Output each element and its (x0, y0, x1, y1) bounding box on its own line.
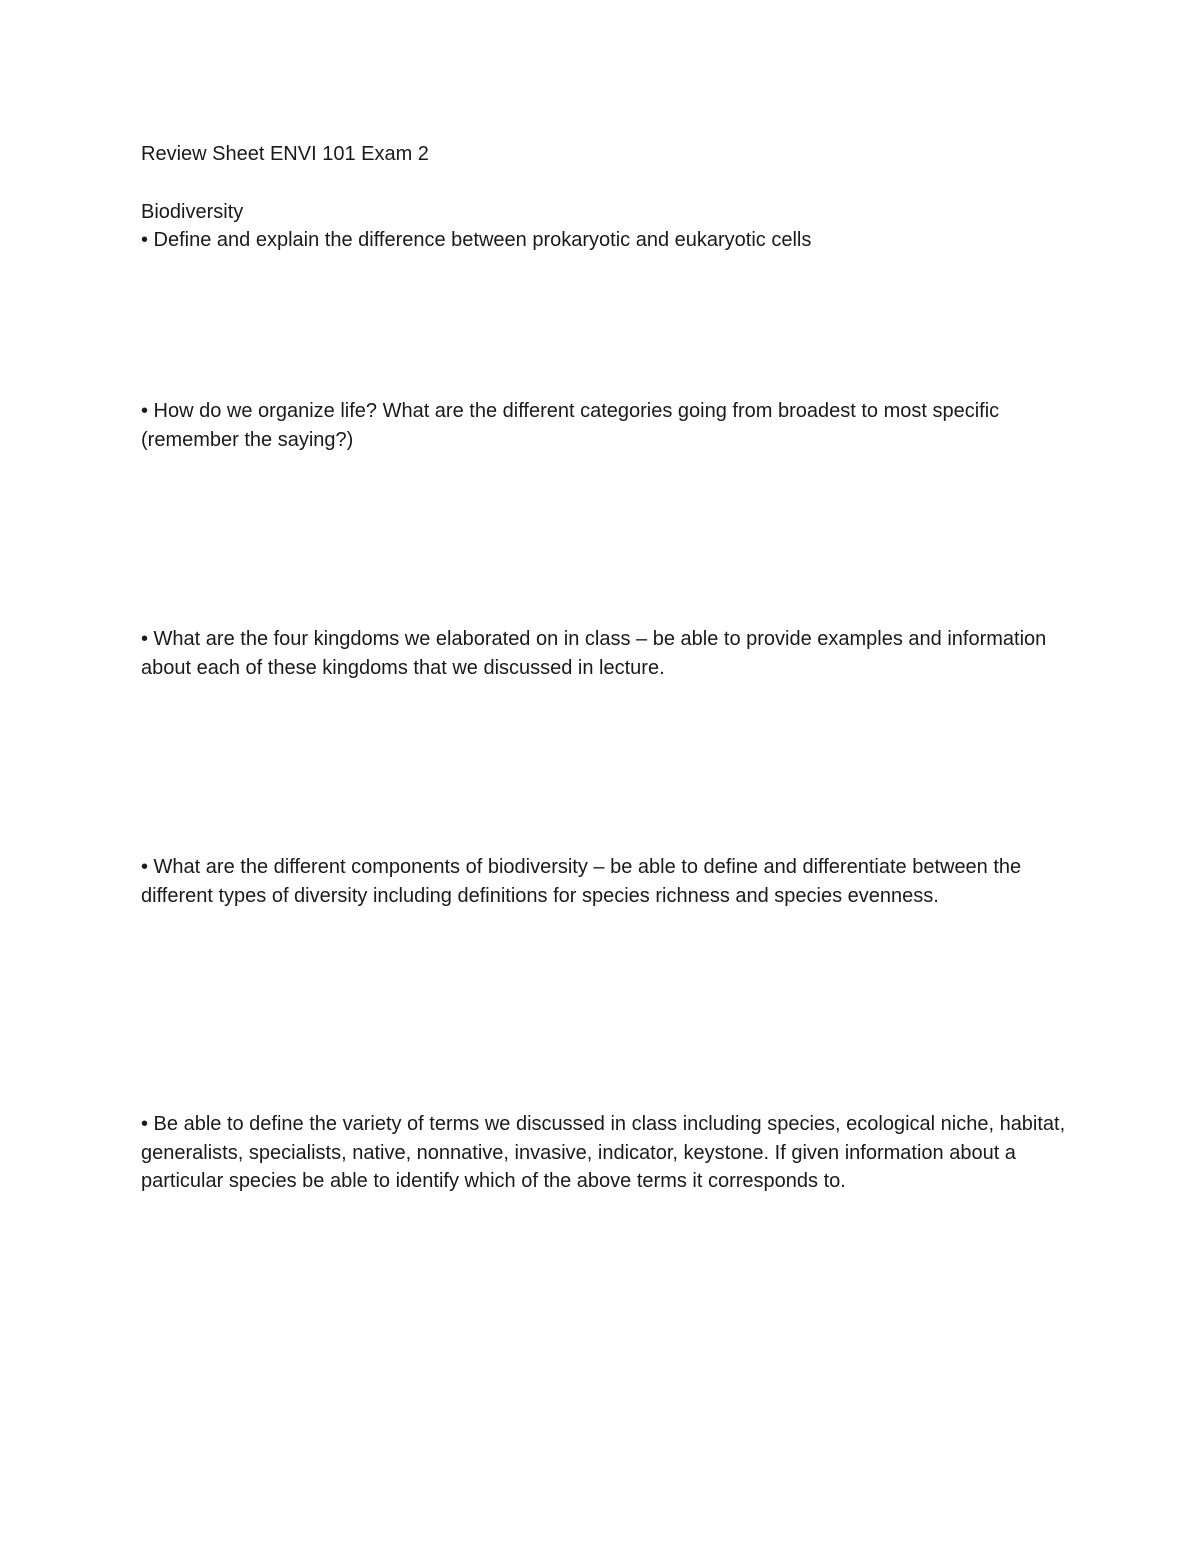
document-title: Review Sheet ENVI 101 Exam 2 (141, 143, 429, 165)
review-question: • Be able to define the variety of terms we discussed in class including species, ecological niche, habitat, generalists, specialists, native, nonnative, invasive, indicator, keystone. If given information about a particular species be able to identify which of the above terms it corresponds to. (141, 1113, 1066, 1192)
section-heading: Biodiversity (141, 201, 244, 223)
review-question: • What are the different components of biodiversity – be able to define and differentiate between the different types of diversity including definitions for species richness and species evenness. (141, 856, 1022, 907)
review-question: • How do we organize life? What are the different categories going from broadest to most specific (remember the saying?) (141, 400, 1000, 451)
review-question: • Define and explain the difference between prokaryotic and eukaryotic cells (141, 229, 812, 251)
review-question: • What are the four kingdoms we elaborated on in class – be able to provide examples and information about each of these kingdoms that we discussed in lecture. (141, 628, 1047, 679)
